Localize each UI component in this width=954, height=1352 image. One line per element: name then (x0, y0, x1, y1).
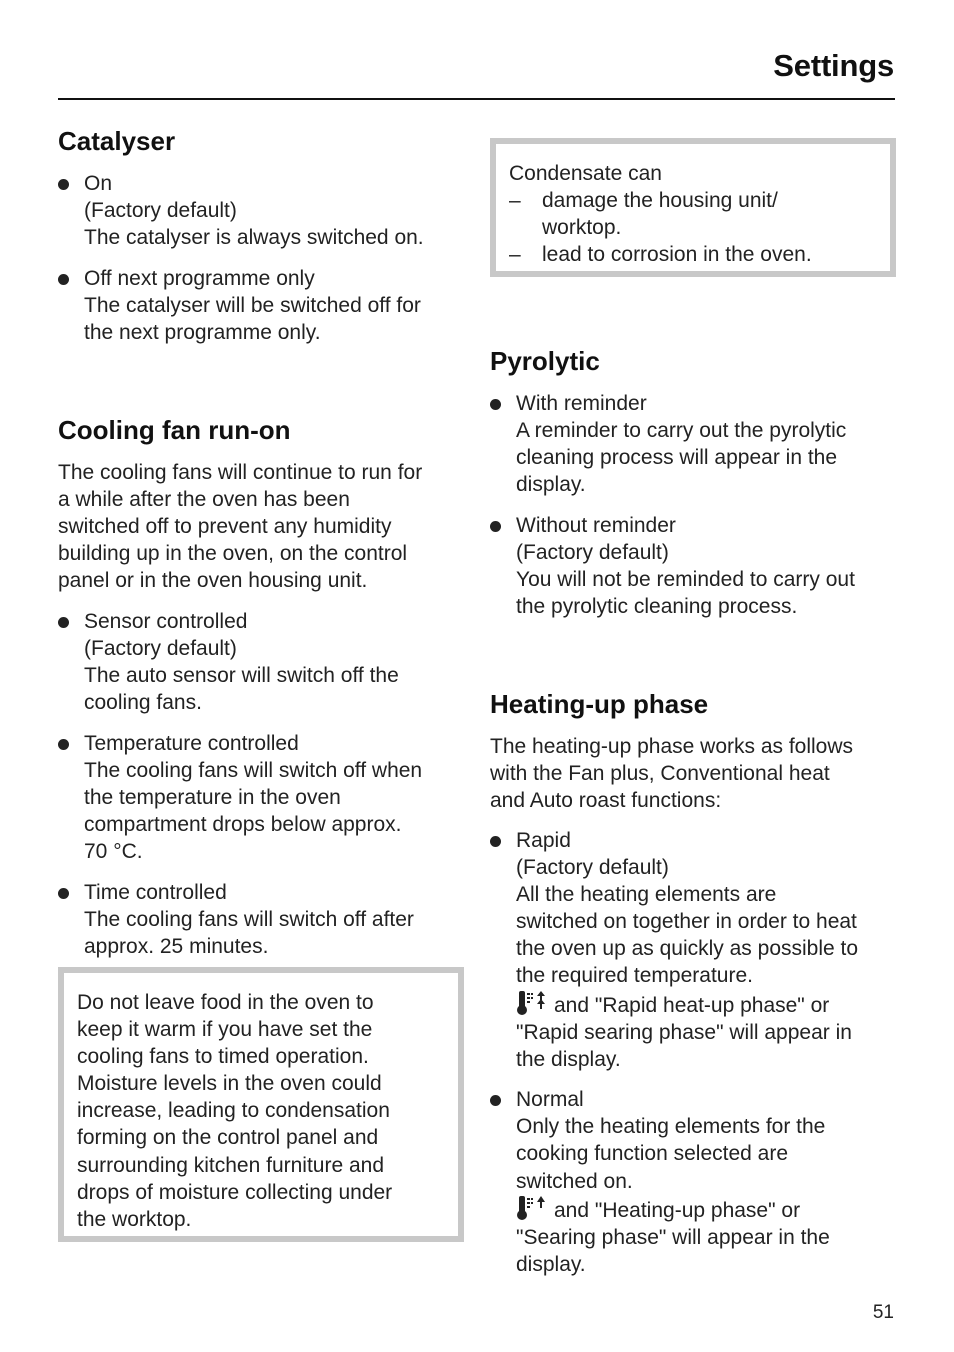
thermometer-double-arrow-icon (516, 990, 550, 1016)
warning-line: drops of moisture collecting under (77, 1180, 393, 1204)
option-text: 70 °C. (84, 840, 143, 864)
option-title: Without reminder (516, 513, 676, 537)
bullet-icon (58, 888, 69, 899)
intro-line: The heating-up phase works as follows (490, 735, 854, 758)
option-text: (Factory default) (516, 540, 669, 564)
option-text: A reminder to carry out the pyrolytic (516, 419, 847, 443)
pyrolytic-options (490, 390, 895, 620)
list-item (58, 730, 458, 865)
option-text-with-icon (516, 990, 895, 1019)
list-item (490, 512, 895, 620)
icon-caption: and "Rapid heat-up phase" or (554, 993, 830, 1017)
intro-line: The cooling fans will continue to run for (58, 461, 423, 484)
warning-line: Moisture levels in the oven could (77, 1072, 382, 1096)
option-text: All the heating elements are (516, 883, 777, 907)
option-text: (Factory default) (84, 637, 237, 661)
option-title: Rapid (516, 829, 571, 852)
thermometer-arrow-icon (516, 1195, 550, 1221)
option-text: switched on. (516, 1169, 633, 1193)
intro-line: switched off to prevent any humidity (58, 515, 392, 539)
note-text: damage the housing unit/ (542, 189, 778, 213)
note-item (509, 241, 878, 268)
page-title: Settings (773, 48, 894, 83)
intro-line: building up in the oven, on the control (58, 542, 408, 566)
bullet-icon (58, 274, 69, 285)
note-text: worktop. (542, 216, 622, 240)
warning-line: Do not leave food in the oven to (77, 991, 374, 1014)
option-text: (Factory default) (516, 856, 669, 880)
intro-line: panel or in the oven housing unit. (58, 569, 368, 593)
list-item (58, 608, 458, 716)
cooling-fan-intro (58, 459, 458, 594)
warning-line: forming on the control panel and (77, 1126, 379, 1150)
option-text: compartment drops below approx. (84, 813, 402, 837)
condensate-note-box (490, 138, 896, 277)
bullet-icon (490, 1095, 501, 1106)
option-text: switched on together in order to heat (516, 910, 857, 934)
bullet-icon (58, 739, 69, 750)
header-divider (58, 98, 895, 100)
option-text: the pyrolytic cleaning process. (516, 595, 798, 619)
bullet-icon (58, 617, 69, 628)
option-text: cooling fans. (84, 691, 202, 715)
option-text: The catalyser is always switched on. (84, 226, 424, 250)
dash-marker: – (509, 243, 521, 267)
note-item (509, 187, 878, 241)
option-text: The catalyser will be switched off for (84, 294, 421, 318)
option-text: The auto sensor will switch off the (84, 664, 399, 688)
option-title: Temperature controlled (84, 731, 299, 755)
page-number: 51 (872, 1302, 894, 1323)
note-text: lead to corrosion in the oven. (542, 243, 812, 267)
warning-line: the worktop. (77, 1207, 192, 1231)
warning-box (58, 967, 464, 1242)
option-title: Off next programme only (84, 266, 315, 290)
intro-line: and Auto roast functions: (490, 789, 722, 813)
warning-line: cooling fans to timed operation. (77, 1045, 369, 1069)
option-text: (Factory default) (84, 199, 237, 223)
option-title: Normal (516, 1088, 584, 1112)
option-text: the oven up as quickly as possible to (516, 937, 859, 961)
warning-line: surrounding kitchen furniture and (77, 1153, 385, 1177)
option-text: "Rapid searing phase" will appear in (516, 1020, 852, 1044)
list-item (58, 265, 458, 346)
bullet-icon (58, 179, 69, 190)
option-title: On (84, 172, 113, 195)
bullet-icon (490, 399, 501, 410)
option-text: You will not be reminded to carry out (516, 567, 855, 591)
option-text-with-icon (516, 1195, 895, 1224)
option-text: the display. (516, 1047, 621, 1071)
option-text: cooking function selected are (516, 1142, 789, 1166)
cooling-fan-options (58, 608, 458, 960)
list-item (58, 879, 458, 960)
option-text: display. (516, 1252, 586, 1276)
list-item (58, 170, 458, 251)
pyrolytic-heading: Pyrolytic (490, 346, 600, 376)
icon-caption: and "Heating-up phase" or (554, 1198, 801, 1222)
option-text: The cooling fans will switch off after (84, 907, 414, 931)
option-text: approx. 25 minutes. (84, 934, 269, 958)
option-text: the temperature in the oven (84, 785, 341, 809)
option-title: Sensor controlled (84, 610, 248, 633)
heating-up-heading: Heating-up phase (490, 689, 709, 719)
option-text: Only the heating elements for the (516, 1115, 826, 1139)
option-text: display. (516, 473, 586, 497)
catalyser-heading: Catalyser (58, 126, 176, 156)
warning-line: keep it warm if you have set the (77, 1018, 373, 1042)
list-item (490, 1086, 895, 1278)
intro-line: a while after the oven has been (58, 488, 350, 512)
bullet-icon (490, 836, 501, 847)
list-item (490, 390, 895, 498)
option-text: the next programme only. (84, 321, 321, 345)
option-title: With reminder (516, 392, 647, 415)
catalyser-options (58, 170, 458, 346)
dash-marker: – (509, 189, 521, 213)
heating-up-intro (490, 733, 895, 814)
list-item (490, 827, 895, 1073)
note-intro: Condensate can (509, 162, 662, 185)
option-text: cleaning process will appear in the (516, 446, 838, 470)
cooling-fan-heading: Cooling fan run-on (58, 415, 291, 445)
heating-up-options (490, 827, 895, 1278)
option-title: Time controlled (84, 880, 227, 904)
intro-line: with the Fan plus, Conventional heat (490, 762, 830, 786)
option-text: "Searing phase" will appear in the (516, 1225, 830, 1249)
bullet-icon (490, 521, 501, 532)
option-text: the required temperature. (516, 964, 753, 988)
warning-line: increase, leading to condensation (77, 1099, 390, 1123)
option-text: The cooling fans will switch off when (84, 758, 423, 782)
